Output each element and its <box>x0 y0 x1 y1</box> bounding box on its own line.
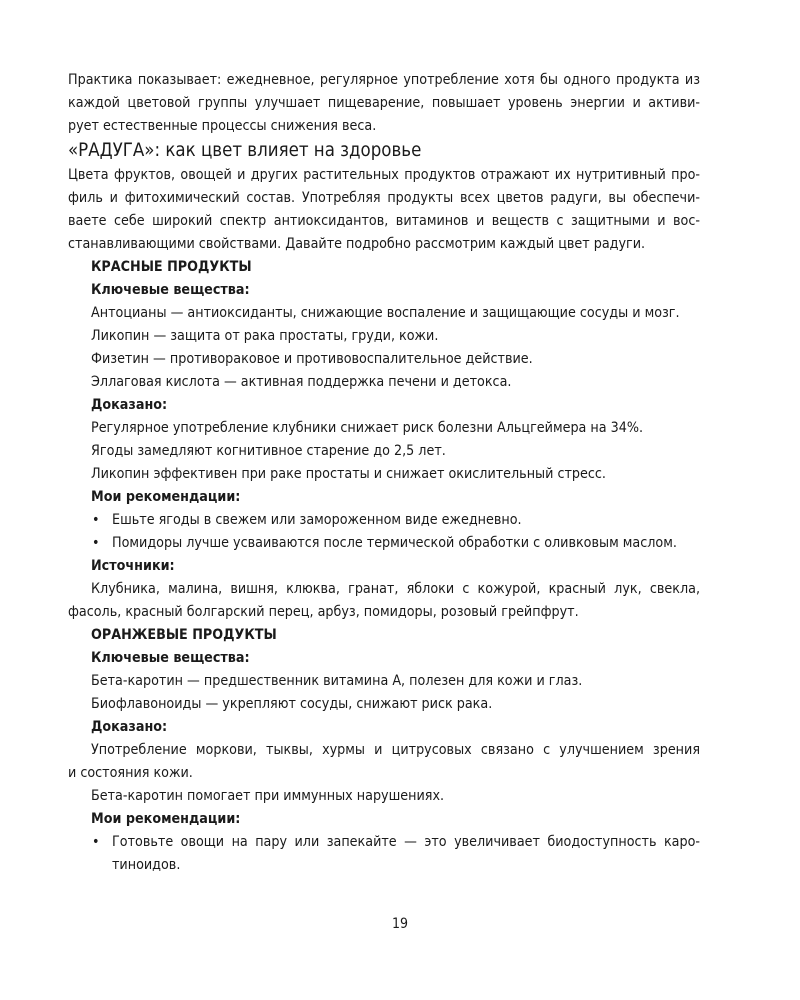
section-intro-line: Цвета фруктов, овощей и других растительных продуктов отражают их нутритивный про- <box>68 167 700 183</box>
red-key-item: Физетин — противораковое и противовоспалительное действие. <box>91 351 533 367</box>
recommendation-text: Готовьте овощи на пару или запекайте — это увеличивает биодоступность каро- <box>112 834 700 850</box>
page-number: 19 <box>391 916 409 932</box>
red-key-item: Антоцианы — антиоксиданты, снижающие воспаление и защищающие сосуды и мозг. <box>91 305 680 321</box>
recommendation-text: Ешьте ягоды в свежем или замороженном виде ежедневно. <box>112 512 522 528</box>
red-sources-line: фасоль, красный болгарский перец, арбуз, помидоры, розовый грейпфрут. <box>68 604 579 620</box>
red-recommendations-label: Мои рекомендации: <box>91 489 241 505</box>
orange-proven-line: Употребление моркови, тыквы, хурмы и цитрусовых связано с улучшением зрения <box>91 742 700 758</box>
red-proven-label: Доказано: <box>91 397 168 413</box>
intro-line: каждой цветовой группы улучшает пищеварение, повышает уровень энергии и активи- <box>68 95 700 111</box>
section-heading: «РАДУГА»: как цвет влияет на здоровье <box>68 140 422 161</box>
red-key-item: Ликопин — защита от рака простаты, груди, кожи. <box>91 328 439 344</box>
orange-key-item: Биофлавоноиды — укрепляют сосуды, снижают риск рака. <box>91 696 493 712</box>
orange-proven-line: и состояния кожи. <box>68 765 193 781</box>
orange-key-label: Ключевые вещества: <box>91 650 250 666</box>
red-recommendation-item <box>68 532 700 555</box>
orange-proven-item: Бета-каротин помогает при иммунных нарушениях. <box>91 788 445 804</box>
orange-key-item: Бета-каротин — предшественник витамина А, полезен для кожи и глаз. <box>91 673 583 689</box>
orange-proven-label: Доказано: <box>91 719 168 735</box>
intro-line: Практика показывает: ежедневное, регулярное употребление хотя бы одного продукта из <box>68 72 700 88</box>
red-products-heading: КРАСНЫЕ ПРОДУКТЫ <box>91 259 252 275</box>
bullet-icon: • <box>92 535 100 551</box>
recommendation-text: Помидоры лучше усваиваются после термической обработки с оливковым маслом. <box>112 535 677 551</box>
section-intro-paragraph <box>68 164 700 256</box>
intro-paragraph <box>68 69 700 138</box>
red-key-label: Ключевые вещества: <box>91 282 250 298</box>
red-recommendation-item <box>68 509 700 532</box>
bullet-icon: • <box>92 834 100 850</box>
recommendation-text: тиноидов. <box>112 857 181 873</box>
red-proven-item: Ликопин эффективен при раке простаты и снижает окислительный стресс. <box>91 466 606 482</box>
bullet-icon: • <box>92 512 100 528</box>
orange-recommendations-label: Мои рекомендации: <box>91 811 241 827</box>
red-sources-line: Клубника, малина, вишня, клюква, гранат, яблоки с кожурой, красный лук, свекла, <box>91 581 700 597</box>
red-proven-item: Регулярное употребление клубники снижает риск болезни Альцгеймера на 34%. <box>91 420 644 436</box>
page-content <box>68 69 700 877</box>
orange-recommendation-item <box>68 831 700 854</box>
red-sources-label: Источники: <box>91 558 175 574</box>
red-key-item: Эллаговая кислота — активная поддержка печени и детокса. <box>91 374 512 390</box>
red-proven-item: Ягоды замедляют когнитивное старение до 2,5 лет. <box>91 443 446 459</box>
orange-products-heading: ОРАНЖЕВЫЕ ПРОДУКТЫ <box>91 627 277 643</box>
intro-line: рует естественные процессы снижения веса. <box>68 118 377 134</box>
orange-recommendation-continuation <box>68 854 700 877</box>
section-intro-line: филь и фитохимический состав. Употребляя продукты всех цветов радуги, вы обеспечи- <box>68 190 700 206</box>
section-intro-line: станавливающими свойствами. Давайте подробно рассмотрим каждый цвет радуги. <box>68 236 646 252</box>
section-intro-line: ваете себе широкий спектр антиоксидантов, витаминов и веществ с защитными и вос- <box>68 213 700 229</box>
